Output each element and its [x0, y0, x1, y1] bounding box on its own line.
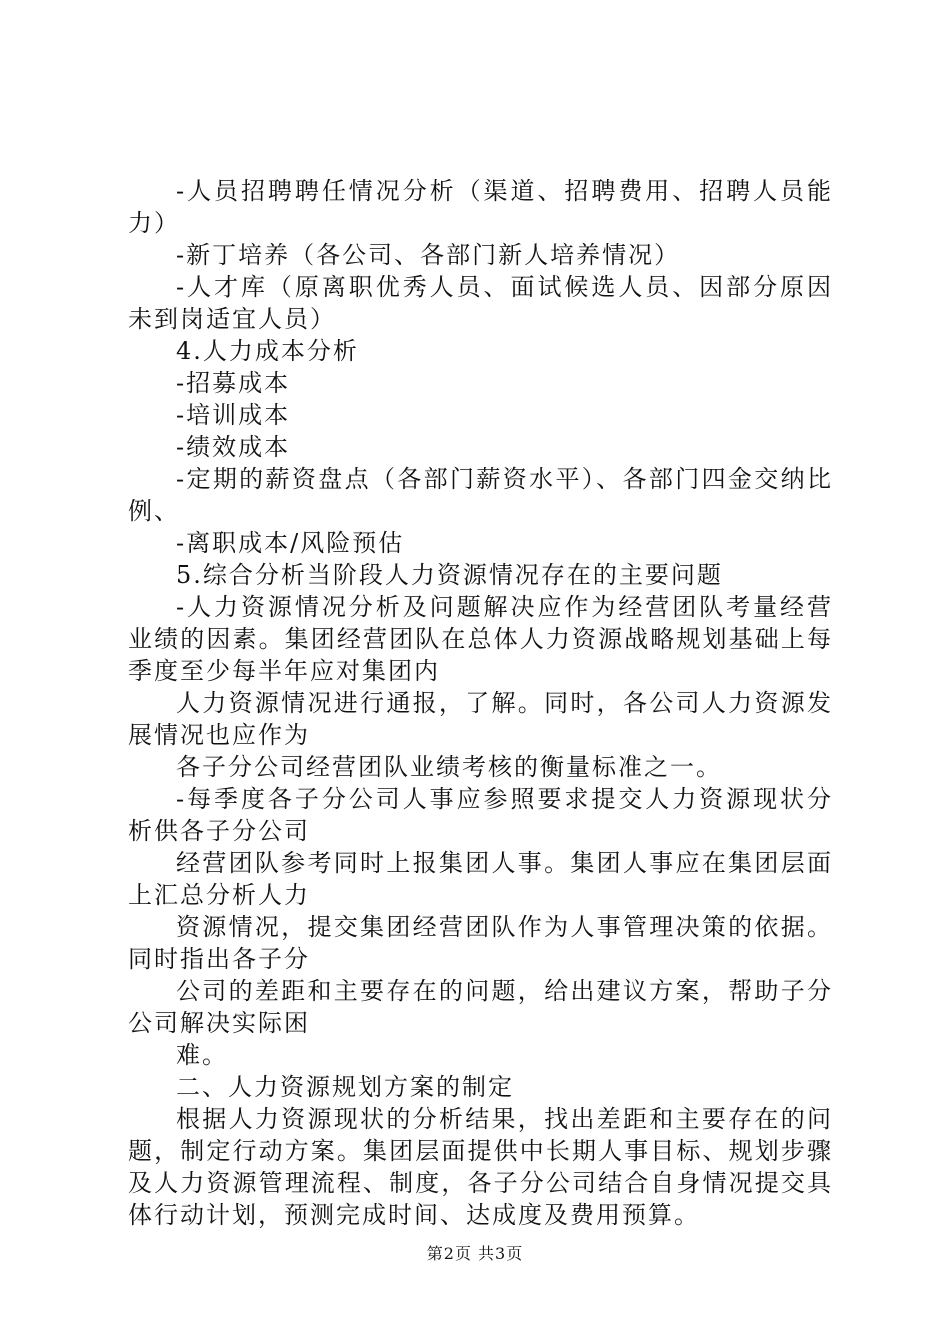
paragraph: 难。 [176, 1041, 228, 1069]
section-heading: 5.综合分析当阶段人力资源情况存在的主要问题 [176, 561, 723, 589]
paragraph: -招募成本 [176, 369, 291, 397]
paragraph: 根据人力资源现状的分析结果，找出差距和主要存在的问题，制定行动方案。集团层面提供中长期人事目标、规划步骤及人力资源管理流程、制度，各子分公司结合自身情况提交具体行动计划，预测完成时间、达成度及费用预算。 [128, 1105, 833, 1229]
paragraph: -离职成本/风险预估 [176, 529, 405, 557]
paragraph: 公司的差距和主要存在的问题，给出建议方案，帮助子分公司解决实际困 [128, 977, 833, 1037]
page-footer: 第2页 共3页 [426, 1244, 524, 1263]
paragraph: -定期的薪资盘点（各部门薪资水平）、各部门四金交纳比例、 [128, 465, 833, 525]
paragraph: -人力资源情况分析及问题解决应作为经营团队考量经营业绩的因素。集团经营团队在总体人力资源战略规划基础上每季度至少每半年应对集团内 [128, 593, 833, 685]
section-heading: 二、人力资源规划方案的制定 [176, 1073, 514, 1101]
paragraph: 各子分公司经营团队业绩考核的衡量标准之一。 [176, 753, 722, 781]
paragraph: -人才库（原离职优秀人员、面试候选人员、因部分原因未到岗适宜人员） [128, 273, 833, 333]
paragraph: -绩效成本 [176, 433, 291, 461]
paragraph: 资源情况，提交集团经营团队作为人事管理决策的依据。同时指出各子分 [128, 913, 833, 973]
paragraph: 人力资源情况进行通报，了解。同时，各公司人力资源发展情况也应作为 [128, 689, 833, 749]
document-body [128, 175, 833, 1231]
paragraph: -每季度各子分公司人事应参照要求提交人力资源现状分析供各子分公司 [128, 785, 833, 845]
section-heading: 4.人力成本分析 [176, 337, 359, 365]
paragraph: 经营团队参考同时上报集团人事。集团人事应在集团层面上汇总分析人力 [128, 849, 833, 909]
paragraph: -培训成本 [176, 401, 291, 429]
paragraph: -人员招聘聘任情况分析（渠道、招聘费用、招聘人员能力） [128, 177, 833, 237]
paragraph: -新丁培养（各公司、各部门新人培养情况） [176, 241, 681, 269]
